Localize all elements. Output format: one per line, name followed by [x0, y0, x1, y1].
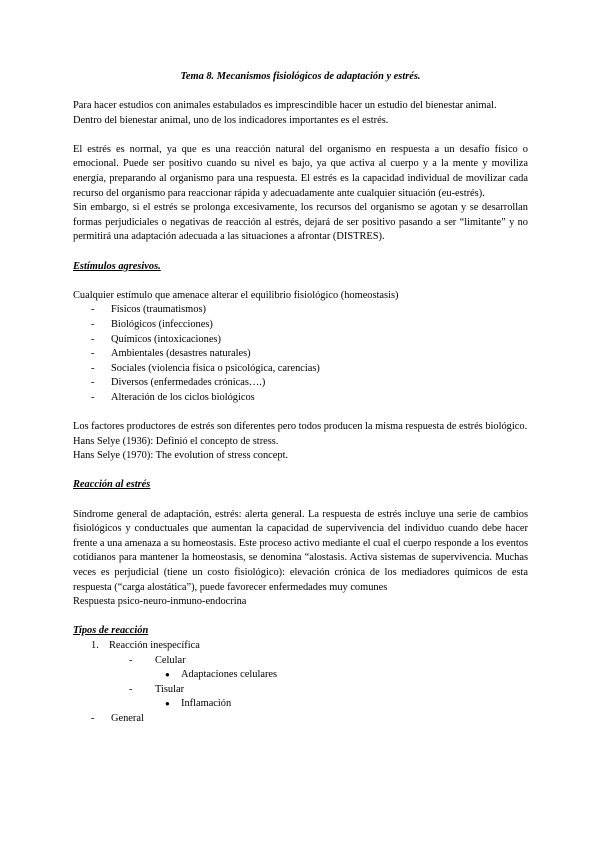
respuesta-line: Respuesta psico-neuro-inmuno-endocrina — [73, 596, 247, 608]
intro-line-2: Dentro del bienestar animal, uno de los indicadores importantes es el estrés. — [73, 114, 389, 126]
list-item: - Físicos (traumatismos) — [91, 304, 206, 316]
selye-reference-2: Hans Selye (1970): The evolution of stress concept. — [73, 450, 289, 462]
list-item: - Químicos (intoxicaciones) — [91, 333, 221, 345]
list-item: - General — [91, 712, 144, 724]
spacer — [73, 464, 528, 479]
spacer — [73, 405, 528, 420]
spacer — [73, 610, 528, 625]
list-item: - Biológicos (infecciones) — [91, 318, 213, 330]
spacer — [73, 274, 528, 289]
list-item: - Sociales (violencia física o psicológica, carencias) — [91, 362, 320, 374]
section-heading-estimulos: Estímulos agresivos. — [73, 260, 161, 272]
spacer — [73, 245, 528, 260]
spacer — [73, 128, 528, 143]
list-item: ● Adaptaciones celulares — [165, 669, 278, 681]
section-heading-reaccion: Reacción al estrés — [73, 479, 151, 491]
document-title: Tema 8. Mecanismos fisiológicos de adaptación y estrés. — [180, 71, 421, 82]
intro-line-1: Para hacer estudios con animales estabulados es imprescindible hacer un estudio del bienestar animal. — [73, 100, 497, 111]
list-item: - Celular — [129, 654, 186, 666]
selye-reference-1: Hans Selye (1936): Definió el concepto de stress. — [73, 435, 279, 447]
list-item: - Diversos (enfermedades crónicas….) — [91, 377, 266, 389]
section-heading-tipos: Tipos de reacción — [73, 625, 149, 637]
stress-paragraph-1: El estrés es normal, ya que es una reacción natural del organismo en respuesta a un desafío físico o emocional. Puede ser positivo cuando su nivel es bajo, ya que activa al cuerpo y a la mente y moviliza energía, preparando al organismo para una respuesta. El estrés es la capacidad individual de movilizar cada recurso del organismo para reaccionar rápida y adecuadamente ante cualquier situación (eu-estrés). — [73, 143, 528, 199]
list-item: ● Inflamación — [165, 698, 232, 710]
tipos-list — [73, 639, 528, 727]
list-item: - Alteración de los ciclos biológicos — [91, 391, 255, 403]
stress-paragraph-2: Sin embargo, si el estrés se prolonga excesivamente, los recursos del organismo se agotan y se desarrollan formas perjudiciales o negativas de reacción al estrés, dejará de ser positivo pasando a ser “limitante” y no permitirá una adaptación adecuada a las situaciones a afrontar (DISTRES). — [73, 202, 528, 243]
spacer — [73, 493, 528, 508]
estimulos-lead: Cualquier estímulo que amenace alterar el equilibrio fisiológico (homeostasis) — [73, 289, 399, 301]
reaccion-paragraph: Síndrome general de adaptación, estrés: alerta general. La respuesta de estrés incluye una serie de cambios fisiológicos y conductuales que aumentan la capacidad de supervivencia del individuo cuando debe hacer frente a una amenaza a su homeostasis. Este proceso activo mediante el cual el cuerpo responde a los eventos cotidianos para mantener la homeostasis, se denomina “alostasis. Activa sistemas de supervivencia. Muchas veces es perjudicial (tiene un costo fisiológico): elevación crónica de los mediadores químicos de esta respuesta (“carga alostática”), puede favorecer enfermedades muy comunes — [73, 508, 528, 593]
list-item: - Ambientales (desastres naturales) — [91, 348, 251, 360]
list-item: - Tisular — [129, 683, 185, 695]
list-item: 1. Reacción inespecífica — [91, 639, 200, 651]
estimulos-list — [73, 303, 528, 405]
factores-paragraph: Los factores productores de estrés son diferentes pero todos producen la misma respuesta de estrés biológico. — [73, 421, 528, 433]
